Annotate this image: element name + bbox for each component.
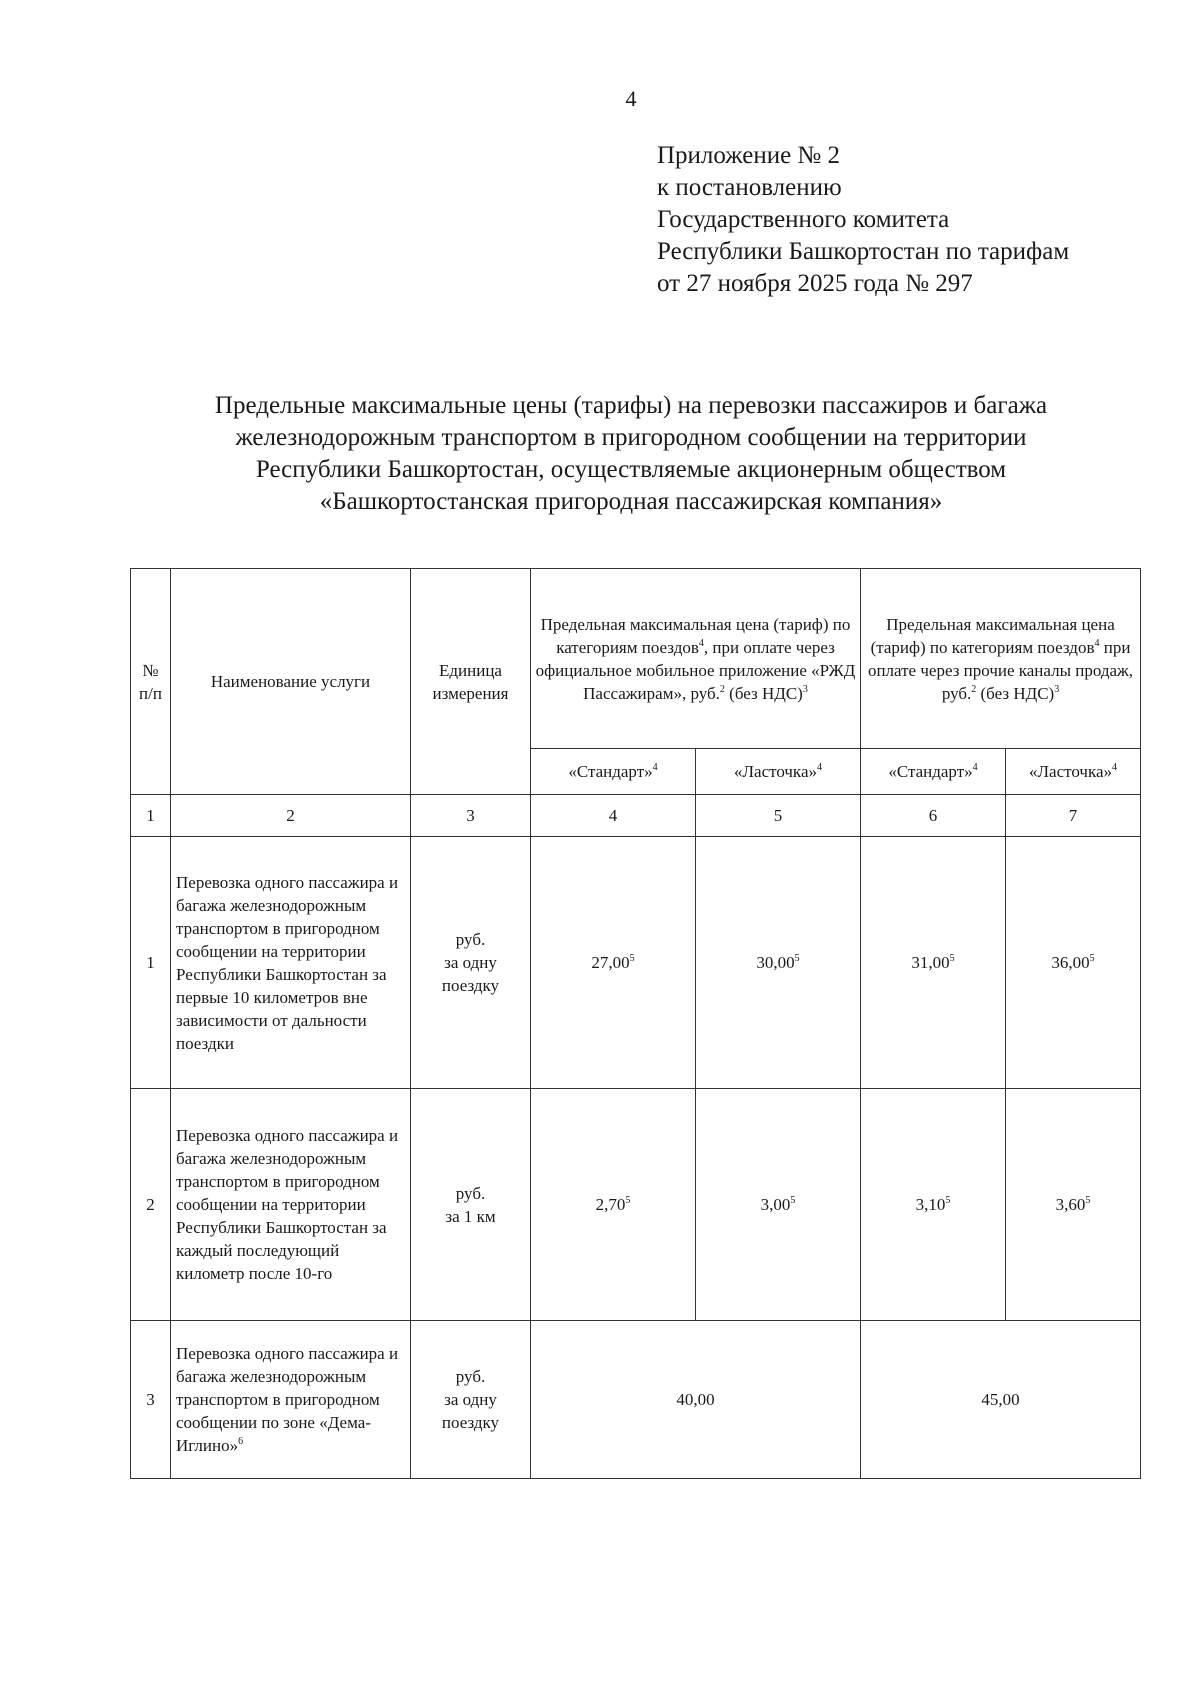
row-service: Перевозка одного пассажира и багажа железнодорожным транспортом в пригородном сообщении на территории Республики Башкортостан за каждый последующий километр после 10-го (171, 1089, 411, 1321)
row-num: 2 (131, 1089, 171, 1321)
unit-line: за 1 км (445, 1206, 496, 1226)
footnote-mark: 5 (625, 1195, 631, 1206)
price-standard-app (531, 837, 696, 1089)
header-app-text-b: , при оплате через официальное мобильное приложение «РЖД Пассажирам», руб. (535, 637, 856, 703)
price-standard-other (861, 837, 1006, 1089)
header-app-text-c: (без НДС) (724, 683, 803, 703)
appendix-line: к постановлению (657, 174, 842, 201)
service-text: Перевозка одного пассажира и багажа железнодорожным транспортом в пригородном сообщении по зоне «Дема-Иглино» (176, 1344, 399, 1455)
column-index: 5 (696, 795, 861, 837)
subheader-standard-other (861, 749, 1006, 795)
header-app-text-a: Предельная максимальная цена (тариф) по категориям поездов (540, 614, 851, 657)
appendix-line: от 27 ноября 2025 года № 297 (657, 270, 973, 297)
footnote-mark: 5 (1085, 1195, 1091, 1206)
header-other-text-b: при оплате через прочие каналы продаж, руб. (867, 637, 1134, 703)
price-lastochka-app (696, 1089, 861, 1321)
appendix-header (657, 140, 1069, 300)
subheader-label: «Ласточка» (1029, 762, 1112, 781)
header-row (131, 569, 1141, 749)
footnote-mark: 3 (802, 683, 808, 695)
column-index-row (131, 795, 1141, 837)
column-index: 4 (531, 795, 696, 837)
price-value: 36,00 (1051, 953, 1090, 972)
price-value: 30,00 (756, 953, 795, 972)
price-value: 3,00 (760, 1195, 791, 1214)
footnote-mark: 4 (698, 637, 704, 649)
footnote-mark: 5 (949, 953, 955, 964)
unit-line: поездку (441, 1413, 500, 1432)
column-index: 2 (171, 795, 411, 837)
document-title (0, 390, 1200, 518)
price-standard-app (531, 1089, 696, 1321)
appendix-line: Республики Башкортостан по тарифам (657, 238, 1070, 265)
header-app-price-group (531, 569, 861, 749)
footnote-mark: 4 (972, 762, 978, 773)
row-unit (411, 1089, 531, 1321)
price-lastochka-other (1006, 1089, 1141, 1321)
title-line: Республики Башкортостан, осуществляемые акционерным обществом (255, 456, 1007, 483)
title-line: Предельные максимальные цены (тарифы) на перевозки пассажиров и багажа (214, 392, 1048, 419)
appendix-line: Приложение № 2 (657, 142, 841, 169)
price-value: 3,60 (1055, 1195, 1086, 1214)
column-index: 3 (411, 795, 531, 837)
row-num: 1 (131, 837, 171, 1089)
row-unit (411, 837, 531, 1089)
header-num: № п/п (131, 569, 171, 795)
unit-line: поездку (441, 976, 500, 995)
header-other-price-group (861, 569, 1141, 749)
page-number: 4 (625, 86, 637, 111)
price-value: 31,00 (911, 953, 950, 972)
row-unit (411, 1321, 531, 1479)
header-unit: Единица измерения (411, 569, 531, 795)
footnote-mark: 2 (971, 683, 977, 695)
footnote-mark: 4 (1112, 762, 1117, 773)
tariffs-table (130, 568, 1141, 1479)
subheader-label: «Стандарт» (568, 762, 653, 781)
column-index: 1 (131, 795, 171, 837)
column-index: 7 (1006, 795, 1141, 837)
header-service: Наименование услуги (171, 569, 411, 795)
column-index: 6 (861, 795, 1006, 837)
price-value: 3,10 (915, 1195, 946, 1214)
subheader-label: «Стандарт» (888, 762, 973, 781)
footnote-mark: 3 (1054, 683, 1060, 695)
footnote-mark: 5 (794, 953, 800, 964)
price-value: 2,70 (595, 1195, 626, 1214)
footnote-mark: 5 (1089, 953, 1095, 964)
footnote-mark: 5 (629, 953, 635, 964)
footnote-mark: 5 (790, 1195, 796, 1206)
appendix-line: Государственного комитета (657, 206, 950, 233)
price-other-merged: 45,00 (861, 1321, 1141, 1479)
unit-line: за одну (444, 953, 497, 972)
price-lastochka-other (1006, 837, 1141, 1089)
footnote-mark: 6 (238, 1436, 244, 1447)
footnote-mark: 4 (1094, 637, 1100, 649)
subheader-label: «Ласточка» (734, 762, 817, 781)
row-service: Перевозка одного пассажира и багажа железнодорожным транспортом в пригородном сообщении на территории Республики Башкортостан за первые 10 километров вне зависимости от дальности поездки (171, 837, 411, 1089)
subheader-lastochka-other (1006, 749, 1141, 795)
price-standard-other (861, 1089, 1006, 1321)
footnote-mark: 4 (652, 762, 658, 773)
title-line: «Башкортостанская пригородная пассажирская компания» (319, 488, 943, 515)
footnote-mark: 4 (816, 762, 822, 773)
row-service (171, 1321, 411, 1479)
unit-line: руб. (455, 930, 486, 949)
table-row (131, 1321, 1141, 1479)
table-row (131, 837, 1141, 1089)
unit-line: руб. (455, 1367, 486, 1386)
footnote-mark: 5 (945, 1195, 951, 1206)
header-other-text-c: (без НДС) (976, 683, 1055, 703)
header-other-text-a: Предельная максимальная цена (тариф) по категориям поездов (870, 614, 1115, 657)
price-lastochka-app (696, 837, 861, 1089)
unit-line: руб. (455, 1183, 486, 1203)
unit-line: за одну (444, 1390, 497, 1409)
price-app-merged: 40,00 (531, 1321, 861, 1479)
price-value: 27,00 (591, 953, 630, 972)
subheader-lastochka-app (696, 749, 861, 795)
row-num: 3 (131, 1321, 171, 1479)
table-row (131, 1089, 1141, 1321)
title-line: железнодорожным транспортом в пригородном сообщении на территории (235, 424, 1027, 451)
footnote-mark: 2 (719, 683, 725, 695)
subheader-standard-app (531, 749, 696, 795)
